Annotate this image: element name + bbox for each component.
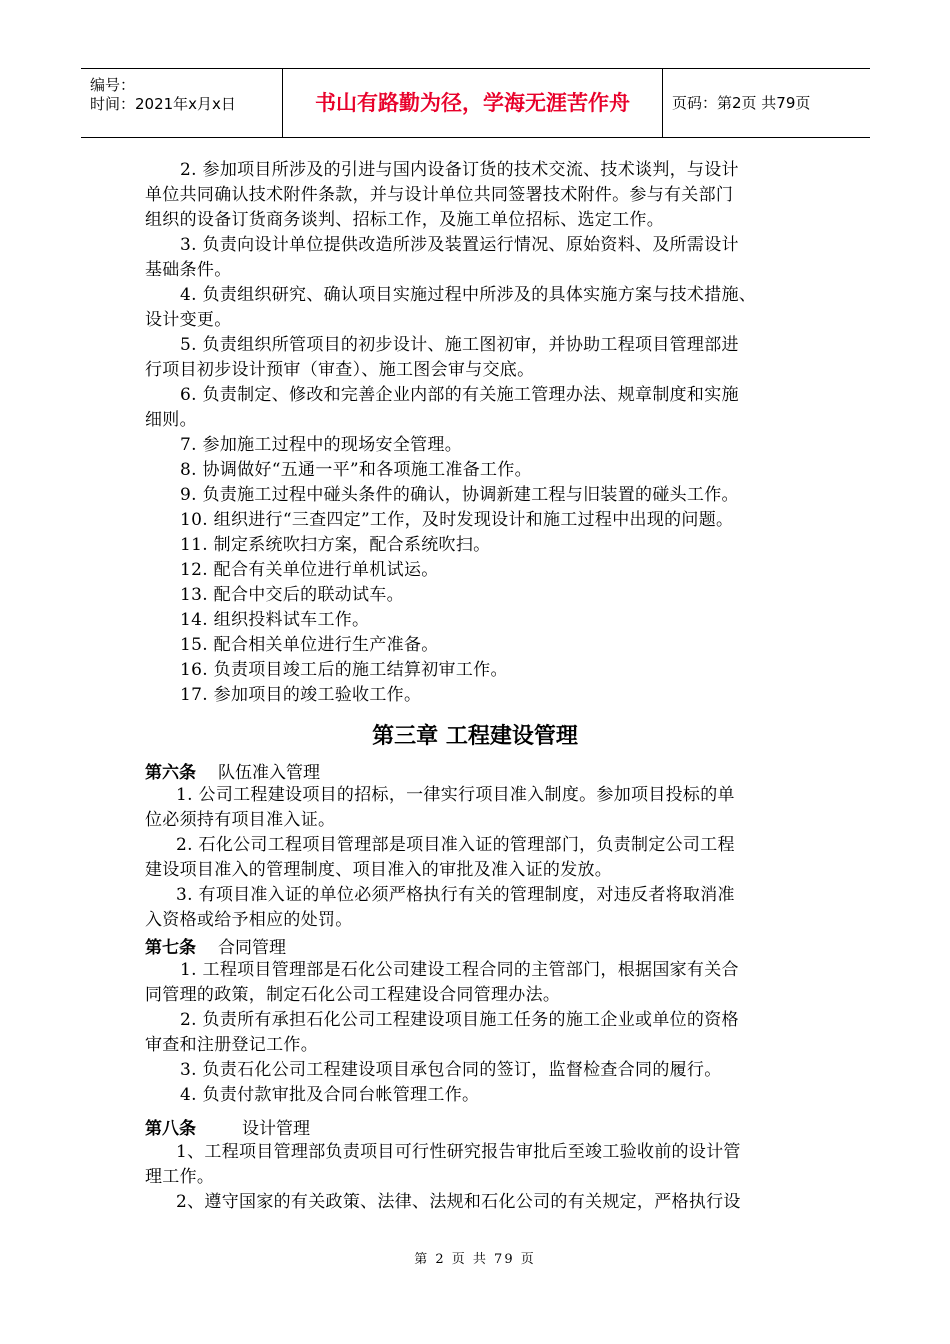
paragraph-line: 6. 负责制定、修改和完善企业内部的有关施工管理办法、规章制度和实施: [180, 385, 739, 405]
paragraph-line: 审查和注册登记工作。: [145, 1035, 318, 1055]
header-motto: 书山有路勤为径，学海无涯苦作舟: [283, 69, 663, 137]
list-item: 17. 参加项目的竣工验收工作。: [180, 685, 422, 705]
article-title: 队伍准入管理: [218, 763, 320, 783]
paragraph-line: 细则。: [145, 410, 197, 430]
paragraph-line: 位必须持有项目准入证。: [145, 810, 336, 830]
list-item: 16. 负责项目竣工后的施工结算初审工作。: [180, 660, 508, 680]
paragraph-line: 理工作。: [145, 1167, 215, 1187]
header-table: [81, 68, 870, 138]
list-item: 12. 配合有关单位进行单机试运。: [180, 560, 439, 580]
paragraph-line: 1、工程项目管理部负责项目可行性研究报告审批后至竣工验收前的设计管: [176, 1142, 741, 1162]
paragraph-line: 入资格或给予相应的处罚。: [145, 910, 353, 930]
list-item: 10. 组织进行“三查四定”工作，及时发现设计和施工过程中出现的问题。: [180, 510, 734, 530]
article-title: 设计管理: [242, 1119, 310, 1139]
list-item: 7. 参加施工过程中的现场安全管理。: [180, 435, 463, 455]
list-item: 11. 制定系统吹扫方案，配合系统吹扫。: [180, 535, 491, 555]
paragraph-line: 同管理的政策，制定石化公司工程建设合同管理办法。: [145, 985, 561, 1005]
paragraph-line: 2. 参加项目所涉及的引进与国内设备订货的技术交流、技术谈判，与设计: [180, 160, 739, 180]
header-time: 时间：2021年x月x日: [90, 95, 236, 113]
article-heading: [145, 758, 320, 783]
paragraph-line: 2. 石化公司工程项目管理部是项目准入证的管理部门，负责制定公司工程: [176, 835, 735, 855]
article-number: 第六条: [145, 763, 196, 783]
paragraph-line: 单位共同确认技术附件条款，并与设计单位共同签署技术附件。参与有关部门: [145, 185, 734, 205]
list-item: 13. 配合中交后的联动试车。: [180, 585, 404, 605]
article-number: 第七条: [145, 938, 196, 958]
paragraph-line: 建设项目准入的管理制度、项目准入的审批及准入证的发放。: [145, 860, 613, 880]
header-page-code: 页码：第2页 共79页: [672, 94, 811, 112]
paragraph-line: 2. 负责所有承担石化公司工程建设项目施工任务的施工企业或单位的资格: [180, 1010, 739, 1030]
page-footer: 第 2 页 共 79 页: [414, 1252, 536, 1267]
list-item: 8. 协调做好“五通一平”和各项施工准备工作。: [180, 460, 532, 480]
paragraph-line: 设计变更。: [145, 310, 232, 330]
list-item: 9. 负责施工过程中碰头条件的确认，协调新建工程与旧装置的碰头工作。: [180, 485, 739, 505]
header-serial: 编号：: [90, 76, 136, 94]
paragraph-line: 3. 有项目准入证的单位必须严格执行有关的管理制度，对违反者将取消准: [176, 885, 735, 905]
paragraph-line: 组织的设备订货商务谈判、招标工作，及施工单位招标、选定工作。: [145, 210, 664, 230]
paragraph-line: 基础条件。: [145, 260, 232, 280]
article-title: 合同管理: [218, 938, 286, 958]
paragraph-line: 4. 负责付款审批及合同台帐管理工作。: [180, 1085, 480, 1105]
header-info-cell: [81, 69, 283, 137]
article-heading: [145, 933, 286, 958]
paragraph-line: 5. 负责组织所管项目的初步设计、施工图初审，并协助工程项目管理部进: [180, 335, 739, 355]
paragraph-line: 2、遵守国家的有关政策、法律、法规和石化公司的有关规定，严格执行设: [176, 1192, 741, 1212]
paragraph-line: 1. 工程项目管理部是石化公司建设工程合同的主管部门，根据国家有关合: [180, 960, 739, 980]
article-heading: [145, 1114, 310, 1139]
paragraph-line: 行项目初步设计预审（审查）、施工图会审与交底。: [145, 360, 535, 380]
paragraph-line: 3. 负责石化公司工程建设项目承包合同的签订，监督检查合同的履行。: [180, 1060, 722, 1080]
list-item: 15. 配合相关单位进行生产准备。: [180, 635, 439, 655]
chapter-title: 第三章 工程建设管理: [372, 724, 578, 749]
paragraph-line: 1. 公司工程建设项目的招标，一律实行项目准入制度。参加项目投标的单: [176, 785, 735, 805]
paragraph-line: 4. 负责组织研究、确认项目实施过程中所涉及的具体实施方案与技术措施、: [180, 285, 757, 305]
article-number: 第八条: [145, 1119, 196, 1139]
list-item: 14. 组织投料试车工作。: [180, 610, 370, 630]
paragraph-line: 3. 负责向设计单位提供改造所涉及装置运行情况、原始资料、及所需设计: [180, 235, 739, 255]
